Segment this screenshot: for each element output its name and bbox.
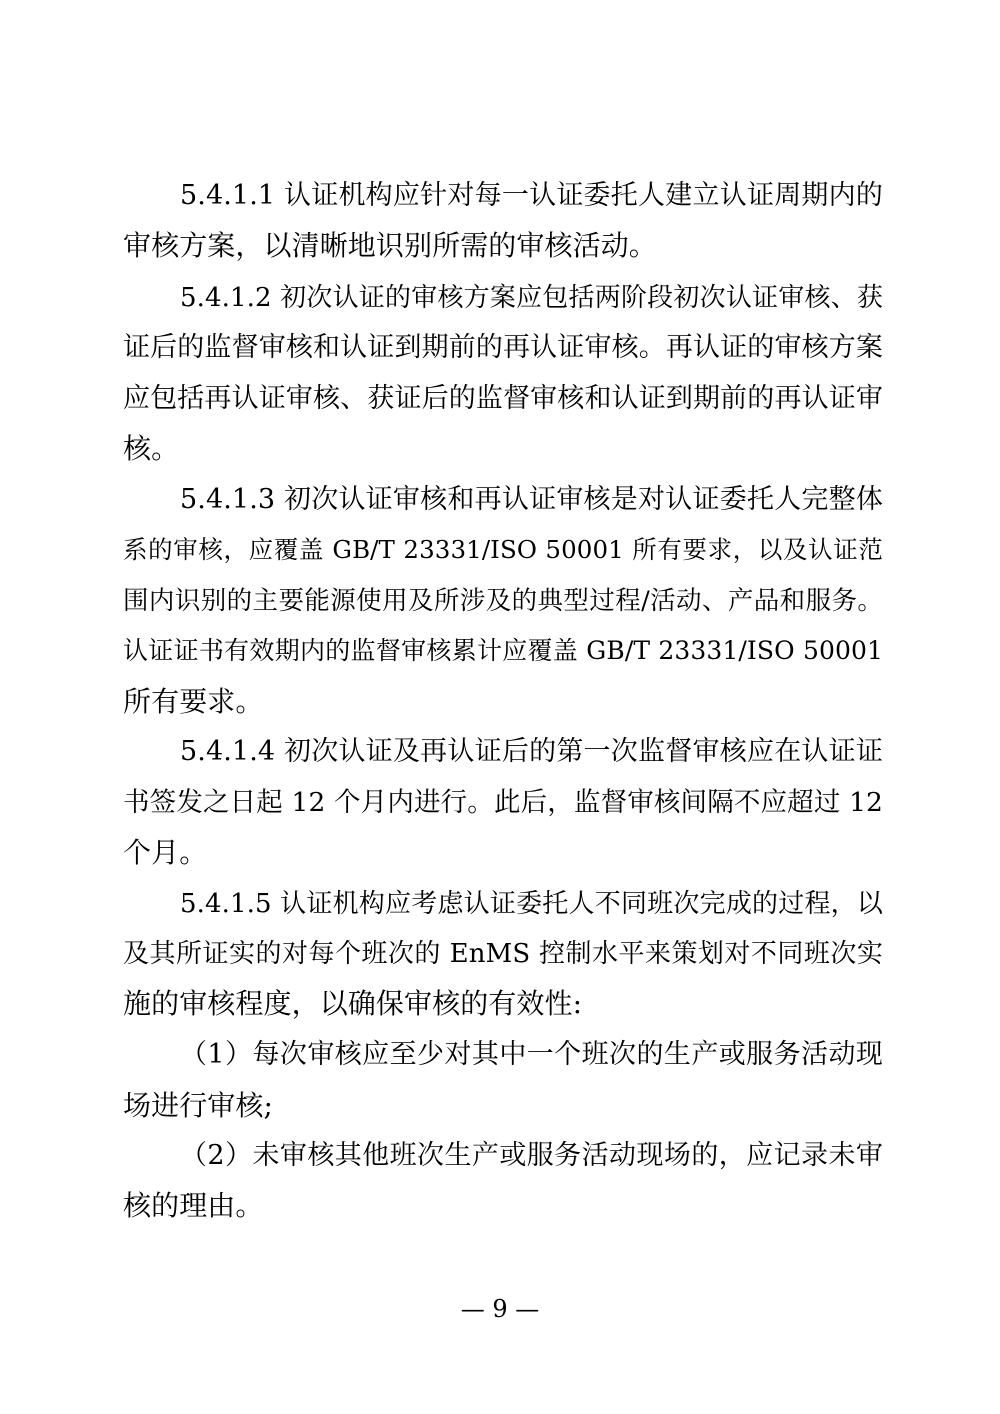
text-line: 围内识别的主要能源使用及所涉及的典型过程/活动、产品和服务。	[123, 586, 883, 616]
text-line: 应包括再认证审核、获证后的监督审核和认证到期前的再认证审	[123, 383, 883, 414]
text-line: （1）每次审核应至少对其中一个班次的生产或服务活动现	[180, 1039, 883, 1070]
text-line: 认证证书有效期内的监督审核累计应覆盖 GB/T 23331/ISO 50001	[123, 636, 883, 665]
page-number: — 9 —	[460, 1295, 540, 1323]
text-line: （2）未审核其他班次生产或服务活动现场的，应记录未审	[180, 1140, 883, 1171]
text-line: 5.4.1.5 认证机构应考虑认证委托人不同班次完成的过程，以	[180, 889, 883, 919]
text-line: 证后的监督审核和认证到期前的再认证审核。再认证的审核方案	[123, 332, 883, 363]
text-line: 所有要求。	[123, 685, 264, 718]
text-line: 施的审核程度，以确保审核的有效性:	[123, 987, 583, 1020]
text-line: 5.4.1.3 初次认证审核和再认证审核是对认证委托人完整体	[180, 484, 883, 515]
text-line: 书签发之日起 12 个月内进行。此后，监督审核间隔不应超过 12	[123, 787, 883, 818]
text-line: 场进行审核;	[123, 1089, 274, 1122]
text-line: 5.4.1.4 初次认证及再认证后的第一次监督审核应在认证证	[180, 736, 883, 767]
text-line: 系的审核，应覆盖 GB/T 23331/ISO 50001 所有要求，以及认证范	[123, 535, 883, 564]
text-line: 个月。	[123, 836, 208, 869]
text-line: 审核方案，以清晰地识别所需的审核活动。	[123, 229, 657, 262]
text-line: 核的理由。	[123, 1189, 264, 1222]
text-line: 及其所证实的对每个班次的 EnMS 控制水平来策划对不同班次实	[123, 939, 883, 969]
text-line: 5.4.1.1 认证机构应针对每一认证委托人建立认证周期内的	[180, 180, 883, 211]
text-line: 5.4.1.2 初次认证的审核方案应包括两阶段初次认证审核、获	[180, 283, 883, 313]
text-line: 核。	[123, 432, 180, 465]
